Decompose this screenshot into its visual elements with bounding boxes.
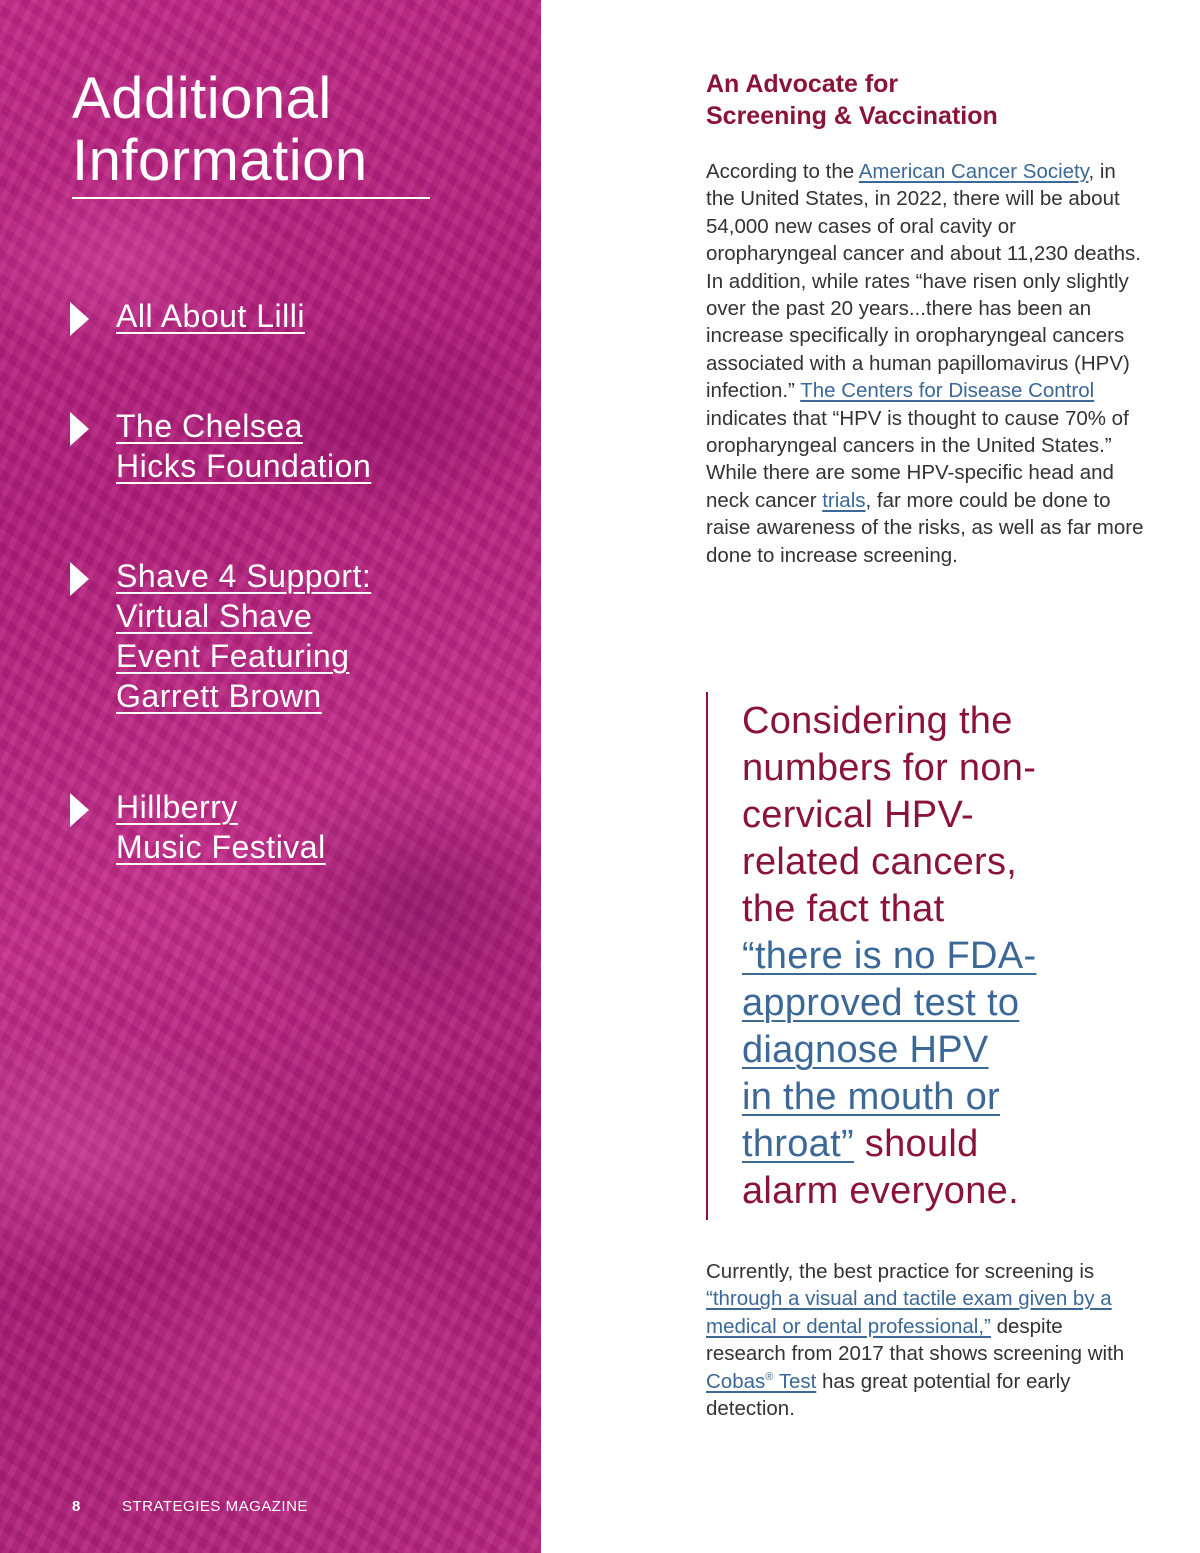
article-paragraph-2: Currently, the best practice for screening is “through a visual and tactile exam given by a medical or dental professional,” despite research from 2017 that shows screening with Cobas® Test has great potential for early detection. <box>706 1260 1125 1421</box>
title-divider <box>72 197 430 199</box>
sidebar-title: Additional Information <box>72 66 368 193</box>
link-fda-quote[interactable]: “there is no FDA- <box>742 935 1037 977</box>
article-paragraph-1: According to the American Cancer Society, in the United States, in 2022, there will be about 54,000 new cases of oral cavity or oropharyngeal cancer and about 11,230 deaths. In addition, while rates “have risen only slightly over the past 20 years...there has been an increase specifically in oropharyngeal cancers associated with a human papillomavirus (HPV) infection.” The Centers for Disease Control indicates that “HPV is thought to cause 70% of oropharyngeal cancers in the United States.” While there are some HPV-specific head and neck cancer trials, far more could be done to raise awareness of the risks, as well as far more done to increase screening. <box>706 160 1144 567</box>
arrow-right-icon <box>70 412 89 446</box>
link-american-cancer-society[interactable]: American Cancer Society <box>858 160 1089 183</box>
link-fda-quote[interactable]: throat” <box>742 1123 854 1165</box>
arrow-right-icon <box>70 562 89 596</box>
link-fda-quote[interactable]: in the mouth or <box>742 1076 1000 1118</box>
pull-quote <box>706 692 1146 1220</box>
arrow-right-icon <box>70 793 89 827</box>
link-cdc[interactable]: The Centers for Disease Control <box>800 379 1095 403</box>
article-heading: An Advocate for Screening & Vaccination <box>706 70 998 130</box>
link-trials[interactable]: trials <box>822 488 866 512</box>
link-fda-quote[interactable]: approved test to <box>742 982 1020 1024</box>
arrow-right-icon <box>70 302 89 336</box>
pull-quote-text: Considering the numbers for non- cervical HPV- related cancers, the fact that “there is no FDA- approved test to diagnose HPV in the mouth or throat” should alarm everyone. <box>742 700 1037 1212</box>
publication-name: STRATEGIES MAGAZINE <box>122 1498 308 1515</box>
page-number: 8 <box>72 1498 81 1515</box>
page-footer <box>72 1498 308 1515</box>
link-cobas-test[interactable]: Cobas® Test <box>706 1369 817 1393</box>
link-fda-quote[interactable]: diagnose HPV <box>742 1029 989 1071</box>
link-visual-tactile-exam[interactable]: “through a visual and tactile exam given by a medical or dental professional,” <box>706 1287 1112 1338</box>
sidebar-panel: Additional Information All About Lilli The Chelsea Hicks Foundation Shave 4 Support: Virtual Shave Event Featuring Garrett Brown Hillberry Music Festival 8 STRATEGIES MAGAZINE <box>0 0 541 1553</box>
